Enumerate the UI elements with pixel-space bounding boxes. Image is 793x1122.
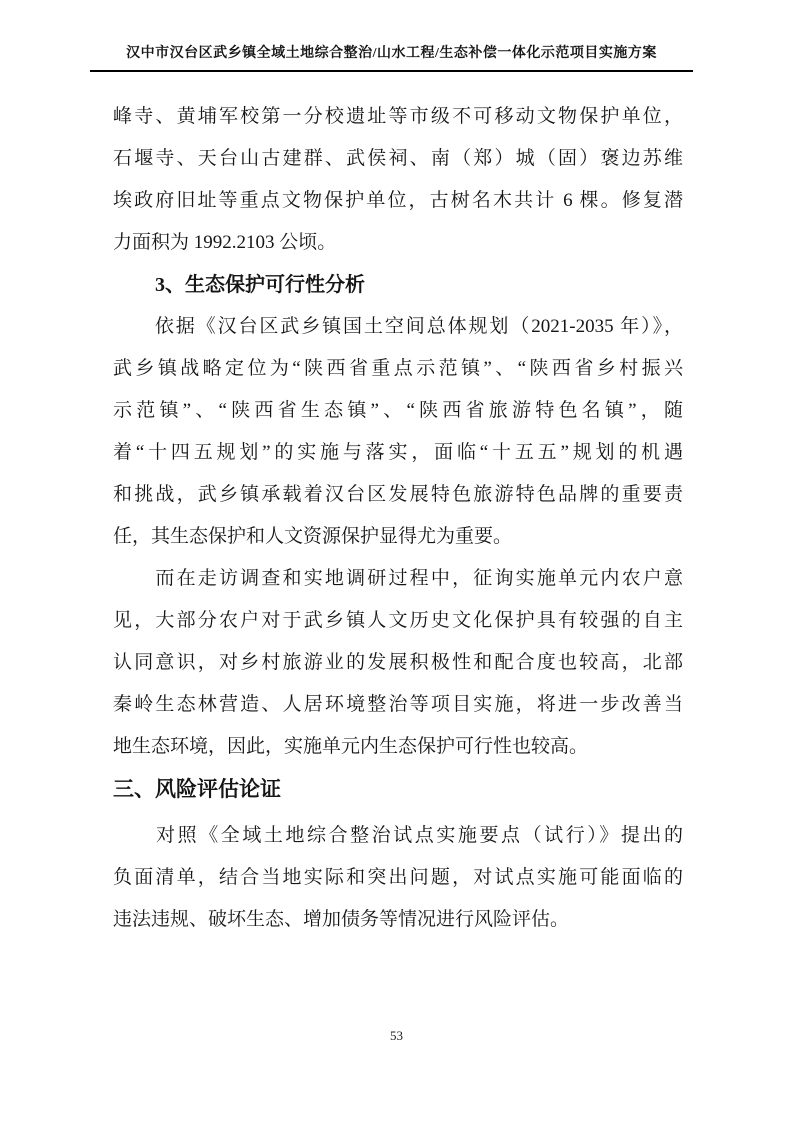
- heading-risk-assessment: 三、风险评估论证: [113, 777, 281, 801]
- text-line: 和挑战，武乡镇承载着汉台区发展特色旅游特色品牌的重要责: [113, 484, 683, 505]
- paragraph-cultural-relics: [113, 96, 683, 264]
- running-header: 汉中市汉台区武乡镇全域土地综合整治/山水工程/生态补偿一体化示范项目实施方案: [90, 42, 693, 72]
- text-line: 着“十四五规划”的实施与落实，面临“十五五”规划的机遇: [113, 442, 683, 463]
- text-line: 任，其生态保护和人文资源保护显得尤为重要。: [113, 526, 513, 547]
- text-line: 而在走访调查和实地调研过程中，征询实施单元内农户意: [113, 568, 683, 589]
- paragraph-planning-positioning: [113, 306, 683, 558]
- paragraph-risk-evaluation: [113, 815, 683, 941]
- text-line: 违法违规、破坏生态、增加债务等情况进行风险评估。: [113, 909, 570, 930]
- text-line: 秦岭生态林营造、人居环境整治等项目实施，将进一步改善当: [113, 694, 683, 715]
- text-line: 示范镇”、“陕西省生态镇”、“陕西省旅游特色名镇”，随: [113, 400, 683, 421]
- heading-ecological-feasibility: 3、生态保护可行性分析: [155, 274, 365, 296]
- text-line: 埃政府旧址等重点文物保护单位，古树名木共计 6 棵。修复潜: [113, 190, 683, 211]
- text-line: 力面积为 1992.2103 公顷。: [113, 232, 337, 253]
- text-line: 负面清单，结合当地实际和突出问题，对试点实施可能面临的: [113, 867, 683, 888]
- text-line: 见，大部分农户对于武乡镇人文历史文化保护具有较强的自主: [113, 610, 683, 631]
- text-line: 认同意识，对乡村旅游业的发展积极性和配合度也较高，北部: [113, 652, 683, 673]
- text-line: 地生态环境，因此，实施单元内生态保护可行性也较高。: [113, 736, 589, 757]
- text-line: 武乡镇战略定位为“陕西省重点示范镇”、“陕西省乡村振兴: [113, 358, 683, 379]
- document-body: [113, 96, 683, 941]
- text-line: 对照《全域土地综合整治试点实施要点（试行）》提出的: [113, 825, 683, 846]
- paragraph-survey-findings: [113, 558, 683, 768]
- page-number: 53: [390, 1028, 403, 1043]
- text-line: 依据《汉台区武乡镇国土空间总体规划（2021-2035 年）》，: [113, 316, 683, 337]
- text-line: 峰寺、黄埔军校第一分校遗址等市级不可移动文物保护单位，: [113, 106, 683, 127]
- text-line: 石堰寺、天台山古建群、武侯祠、南（郑）城（固）褒边苏维: [113, 148, 683, 169]
